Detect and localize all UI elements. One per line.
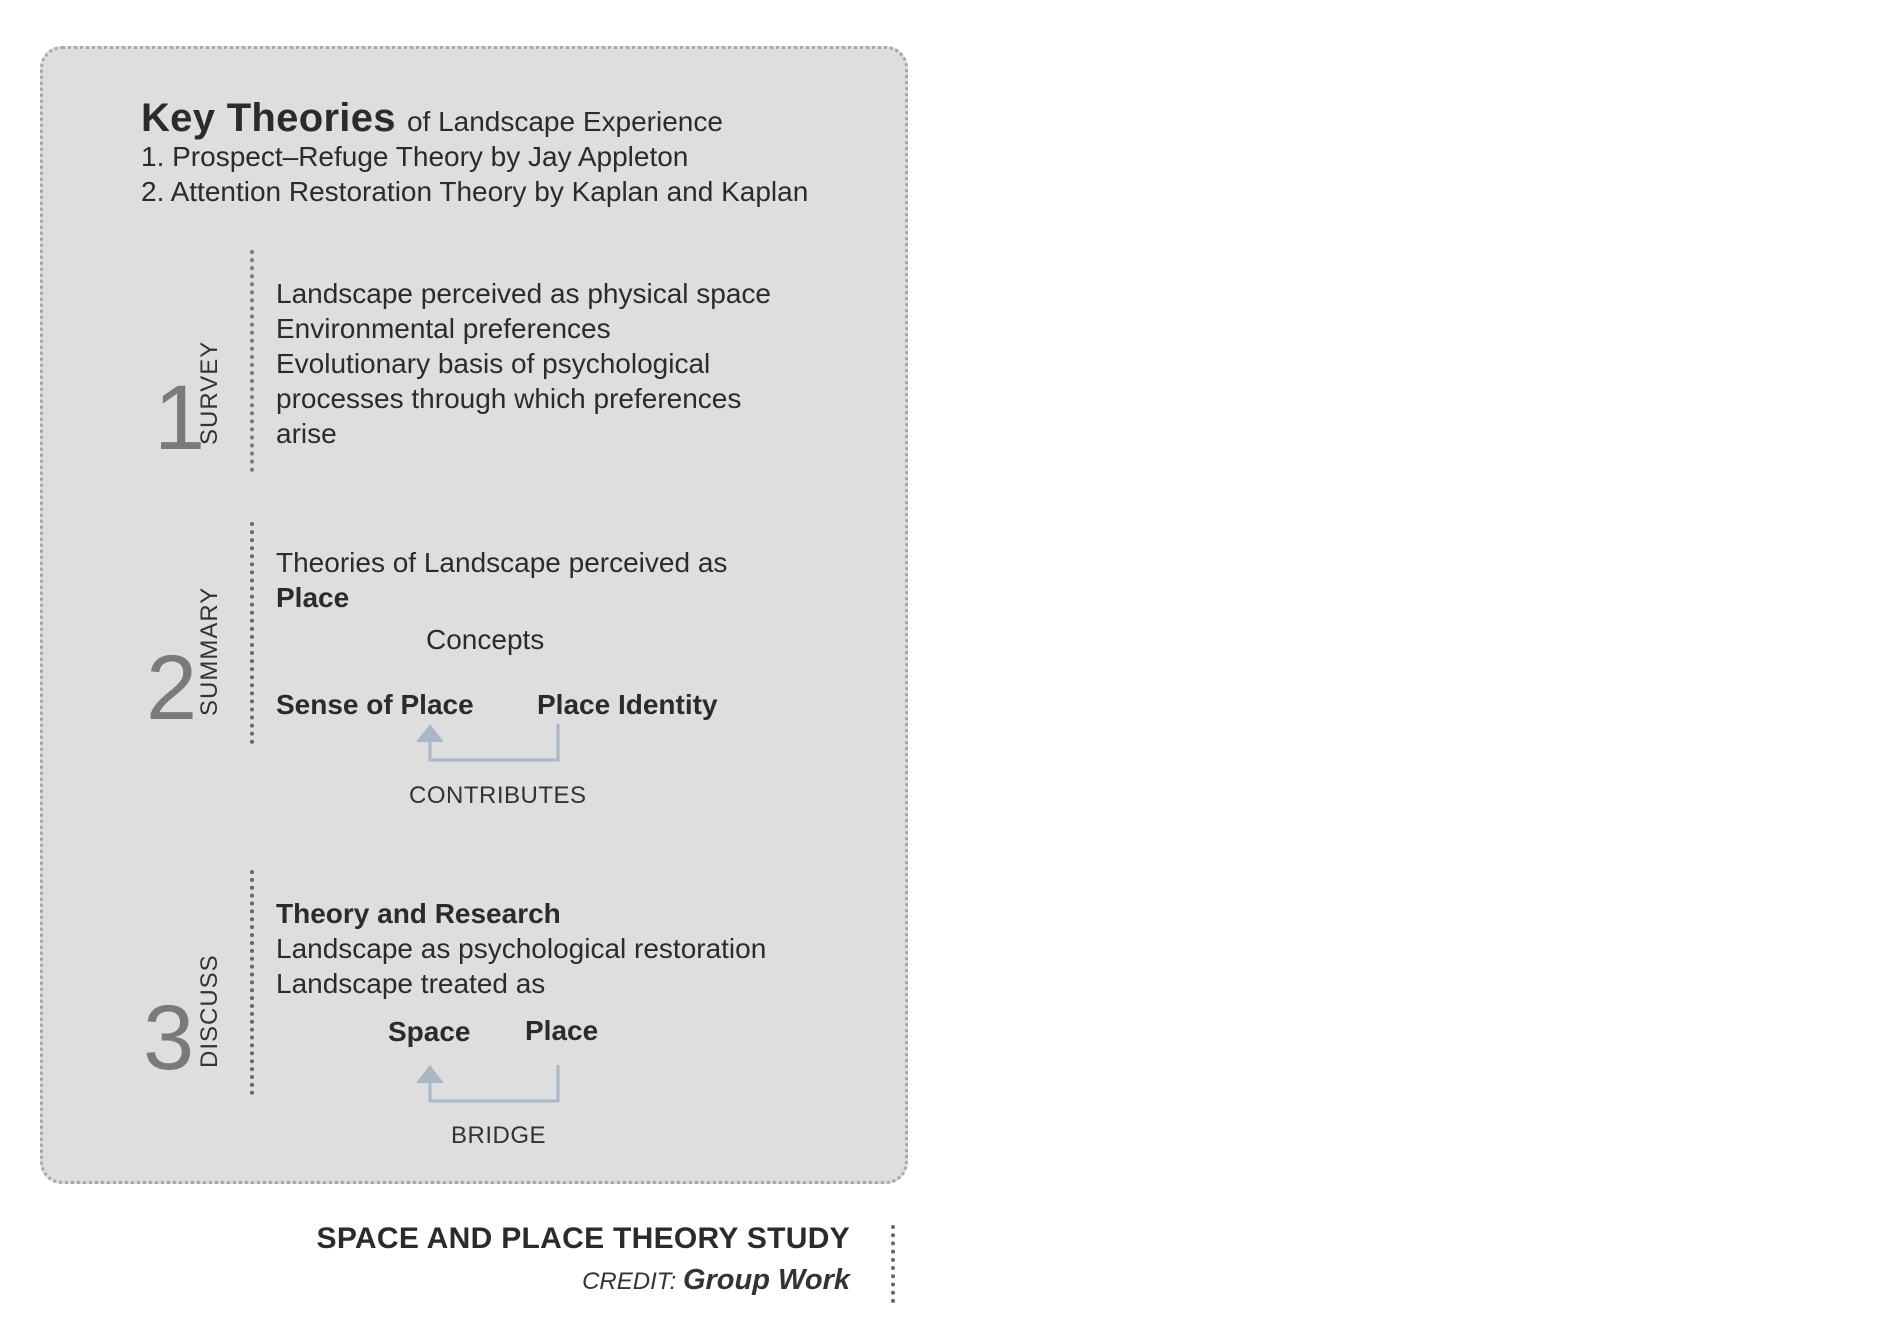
node-place: Place	[525, 1015, 599, 1046]
section-divider	[250, 250, 254, 472]
section-3-text	[276, 896, 766, 1001]
figure-title: SPACE AND PLACE THEORY STUDY	[316, 1222, 850, 1255]
arrow-label: BRIDGE	[451, 1122, 547, 1149]
credit-value: Group Work	[682, 1264, 850, 1296]
text-line: Landscape treated as	[276, 968, 546, 999]
section-heading: Theory and Research	[276, 898, 561, 929]
section-1-text	[276, 276, 771, 451]
figure-credit	[582, 1264, 850, 1297]
theory-item: 1. Prospect–Refuge Theory by Jay Appleton	[141, 141, 689, 172]
text-line: Theories of Landscape perceived as	[276, 547, 728, 578]
section-2-intro	[276, 545, 727, 615]
node-sense-of-place: Sense of Place	[276, 689, 474, 720]
text-line-bold: Place	[276, 582, 350, 613]
text-line: Evolutionary basis of psychological	[276, 348, 711, 379]
text-line: arise	[276, 418, 337, 449]
section-label: DISCUSS	[196, 954, 223, 1068]
section-label: SURVEY	[196, 340, 223, 445]
title-bold: Key Theories	[141, 96, 396, 140]
arrow-label: CONTRIBUTES	[409, 782, 587, 809]
node-place-identity: Place Identity	[537, 689, 718, 720]
section-label: SUMMARY	[196, 586, 223, 716]
section-divider	[250, 522, 254, 744]
footer-divider	[891, 1225, 895, 1303]
node-space: Space	[388, 1016, 471, 1047]
concepts-label: Concepts	[426, 624, 545, 655]
text-line: Environmental preferences	[276, 313, 611, 344]
section-number: 3	[143, 987, 195, 1089]
text-line: Landscape perceived as physical space	[276, 278, 771, 309]
page-title	[141, 96, 723, 141]
contributes-arrow	[410, 720, 570, 772]
credit-label: CREDIT:	[582, 1268, 677, 1295]
text-line: processes through which preferences	[276, 383, 742, 414]
section-number: 2	[146, 637, 198, 739]
theory-item: 2. Attention Restoration Theory by Kaplan and Kaplan	[141, 176, 809, 207]
section-divider	[250, 870, 254, 1095]
text-line: Landscape as psychological restoration	[276, 933, 767, 964]
section-number: 1	[154, 367, 206, 469]
title-rest: of Landscape Experience	[406, 106, 723, 137]
bridge-arrow	[410, 1061, 570, 1113]
